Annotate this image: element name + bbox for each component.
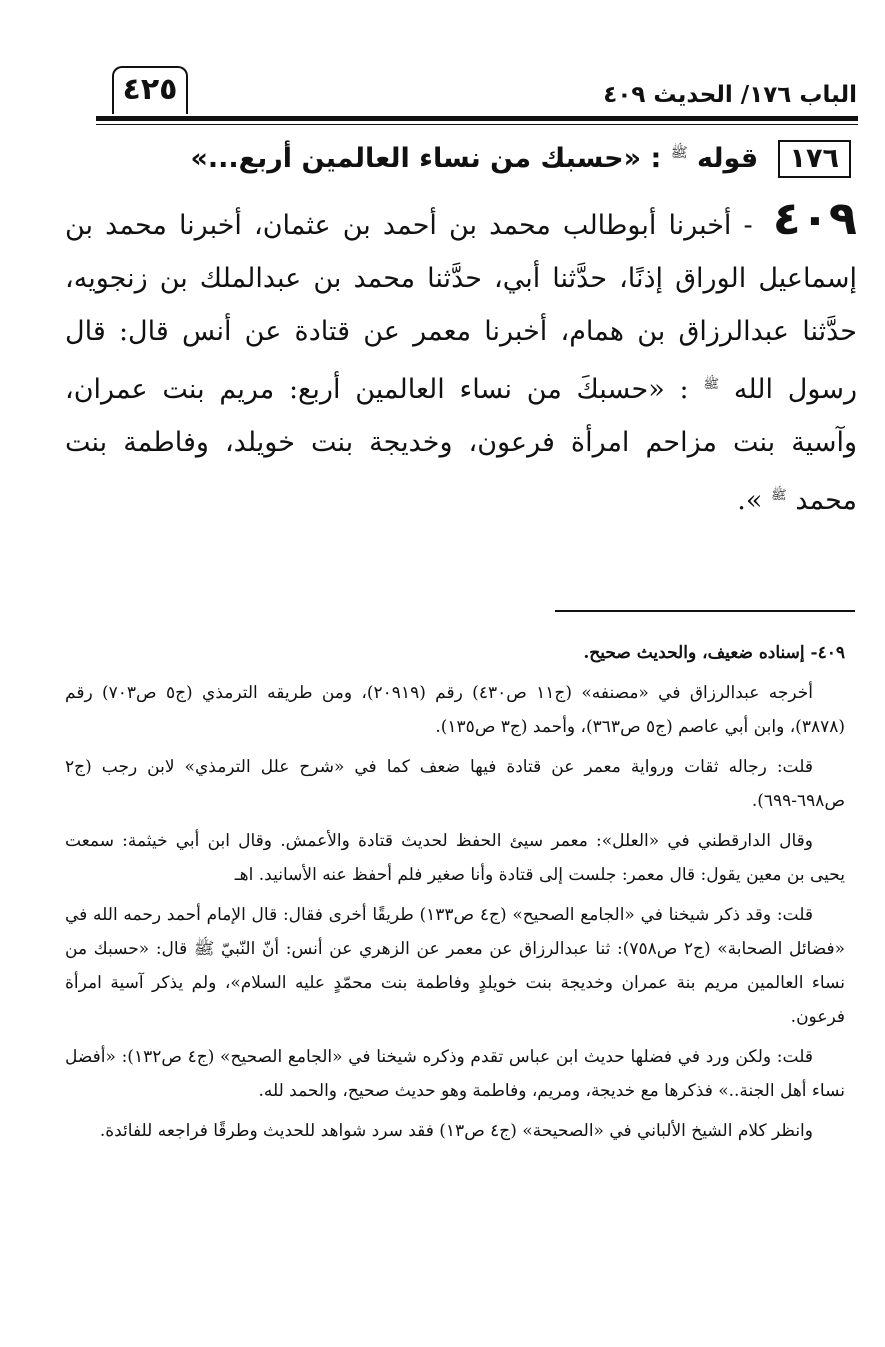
footnote-heading: ٤٠٩- إسناده ضعيف، والحديث صحيح. [583,643,845,663]
chapter-title [190,140,851,178]
chapter-number: ١٧٦ [778,140,851,178]
header-rule [96,116,858,121]
hadith-text-part-2: : «حسبكَ من نساء العالمين أربع: مريم بنت عمران، وآسية بنت مزاحم امرأة فرعون، وخديجة بنت خويلد، وفاطمة بنت محمد [65,374,857,516]
running-head: الباب ١٧٦/ الحديث ٤٠٩ [603,82,857,108]
hadith-text-part-3: ». [737,485,763,516]
page-number: ٤٢٥ [112,66,188,114]
header-rule-thin [96,124,858,125]
footnote-paragraph: قلت: رجاله ثقات ورواية معمر عن قتادة فيها ضعف كما في «شرح علل الترمذي» لابن رجب (ج٢ ص٦٩٨-٦٩٩). [65,757,845,811]
footnote-paragraph: قلت: وقد ذكر شيخنا في «الجامع الصحيح» (ج٤ ص١٣٣) طريقًا أخرى فقال: قال الإمام أحمد رحمه الله في «فضائل الصحابة» (ج٢ ص٧٥٨): ثنا عبدالرزاق عن معمر عن الزهري عن أنس: أنّ النّبيّ ﷺ قال: «حسبك من نساء العالمين مريم بنة عمران وخديجة بنت خويلدٍ وفاطمة بنت محمّدٍ عليه السلام»، ولم يذكر آسية امرأة فرعون. [65,905,845,1027]
footnote-paragraph: أخرجه عبدالرزاق في «مصنفه» (ج١١ ص٤٣٠) رقم (٢٠٩١٩)، ومن طريقه الترمذي (ج٥ ص٧٠٣) رقم (٣٨٧٨)، وابن أبي عاصم (ج٥ ص٣٦٣)، وأحمد (ج٣ ص١٣٥). [65,683,845,737]
hadith-text-part-1: - أخبرنا أبوطالب محمد بن أحمد بن عثمان، أخبرنا محمد بن إسماعيل الوراق إذنًا، حدَّثنا أبي، حدَّثنا محمد بن عبدالملك بن زنجويه، حدَّثنا عبدالرزاق بن همام، أخبرنا معمر عن قتادة عن أنس قال: قال رسول الله [65,210,857,405]
chapter-title-text: : «حسبك من نساء العالمين أربع...» [190,143,662,174]
footnotes [65,636,845,1154]
footnote-paragraph: وقال الدارقطني في «العلل»: معمر سيئ الحفظ لحديث قتادة والأعمش. وقال ابن أبي خيثمة: سمعت يحيى بن معين يقول: قال معمر: جلست إلى قتادة وأنا صغير فلم أحفظ عنه الأسانيد. اهـ [65,831,845,885]
honorific-mark: ﷺ [771,488,787,503]
chapter-prefix: قوله [697,143,759,174]
hadith-number: ٤٠٩ [772,191,857,245]
hadith-text [65,191,857,527]
footnote-paragraph: قلت: ولكن ورد في فضلها حديث ابن عباس تقدم وذكره شيخنا في «الجامع الصحيح» (ج٤ ص١٣٢): «أفضل نساء أهل الجنة..» فذكرها مع خديجة، ومريم، وفاطمة وهو حديث صحيح، والحمد لله. [65,1047,845,1101]
footnote-paragraph: وانظر كلام الشيخ الألباني في «الصحيحة» (ج٤ ص١٣) فقد سرد شواهد للحديث وطرقًا فراجعه للفائدة. [99,1121,813,1141]
honorific-mark: ﷺ [670,145,688,161]
footnote-separator [555,610,855,612]
honorific-mark: ﷺ [703,377,720,392]
